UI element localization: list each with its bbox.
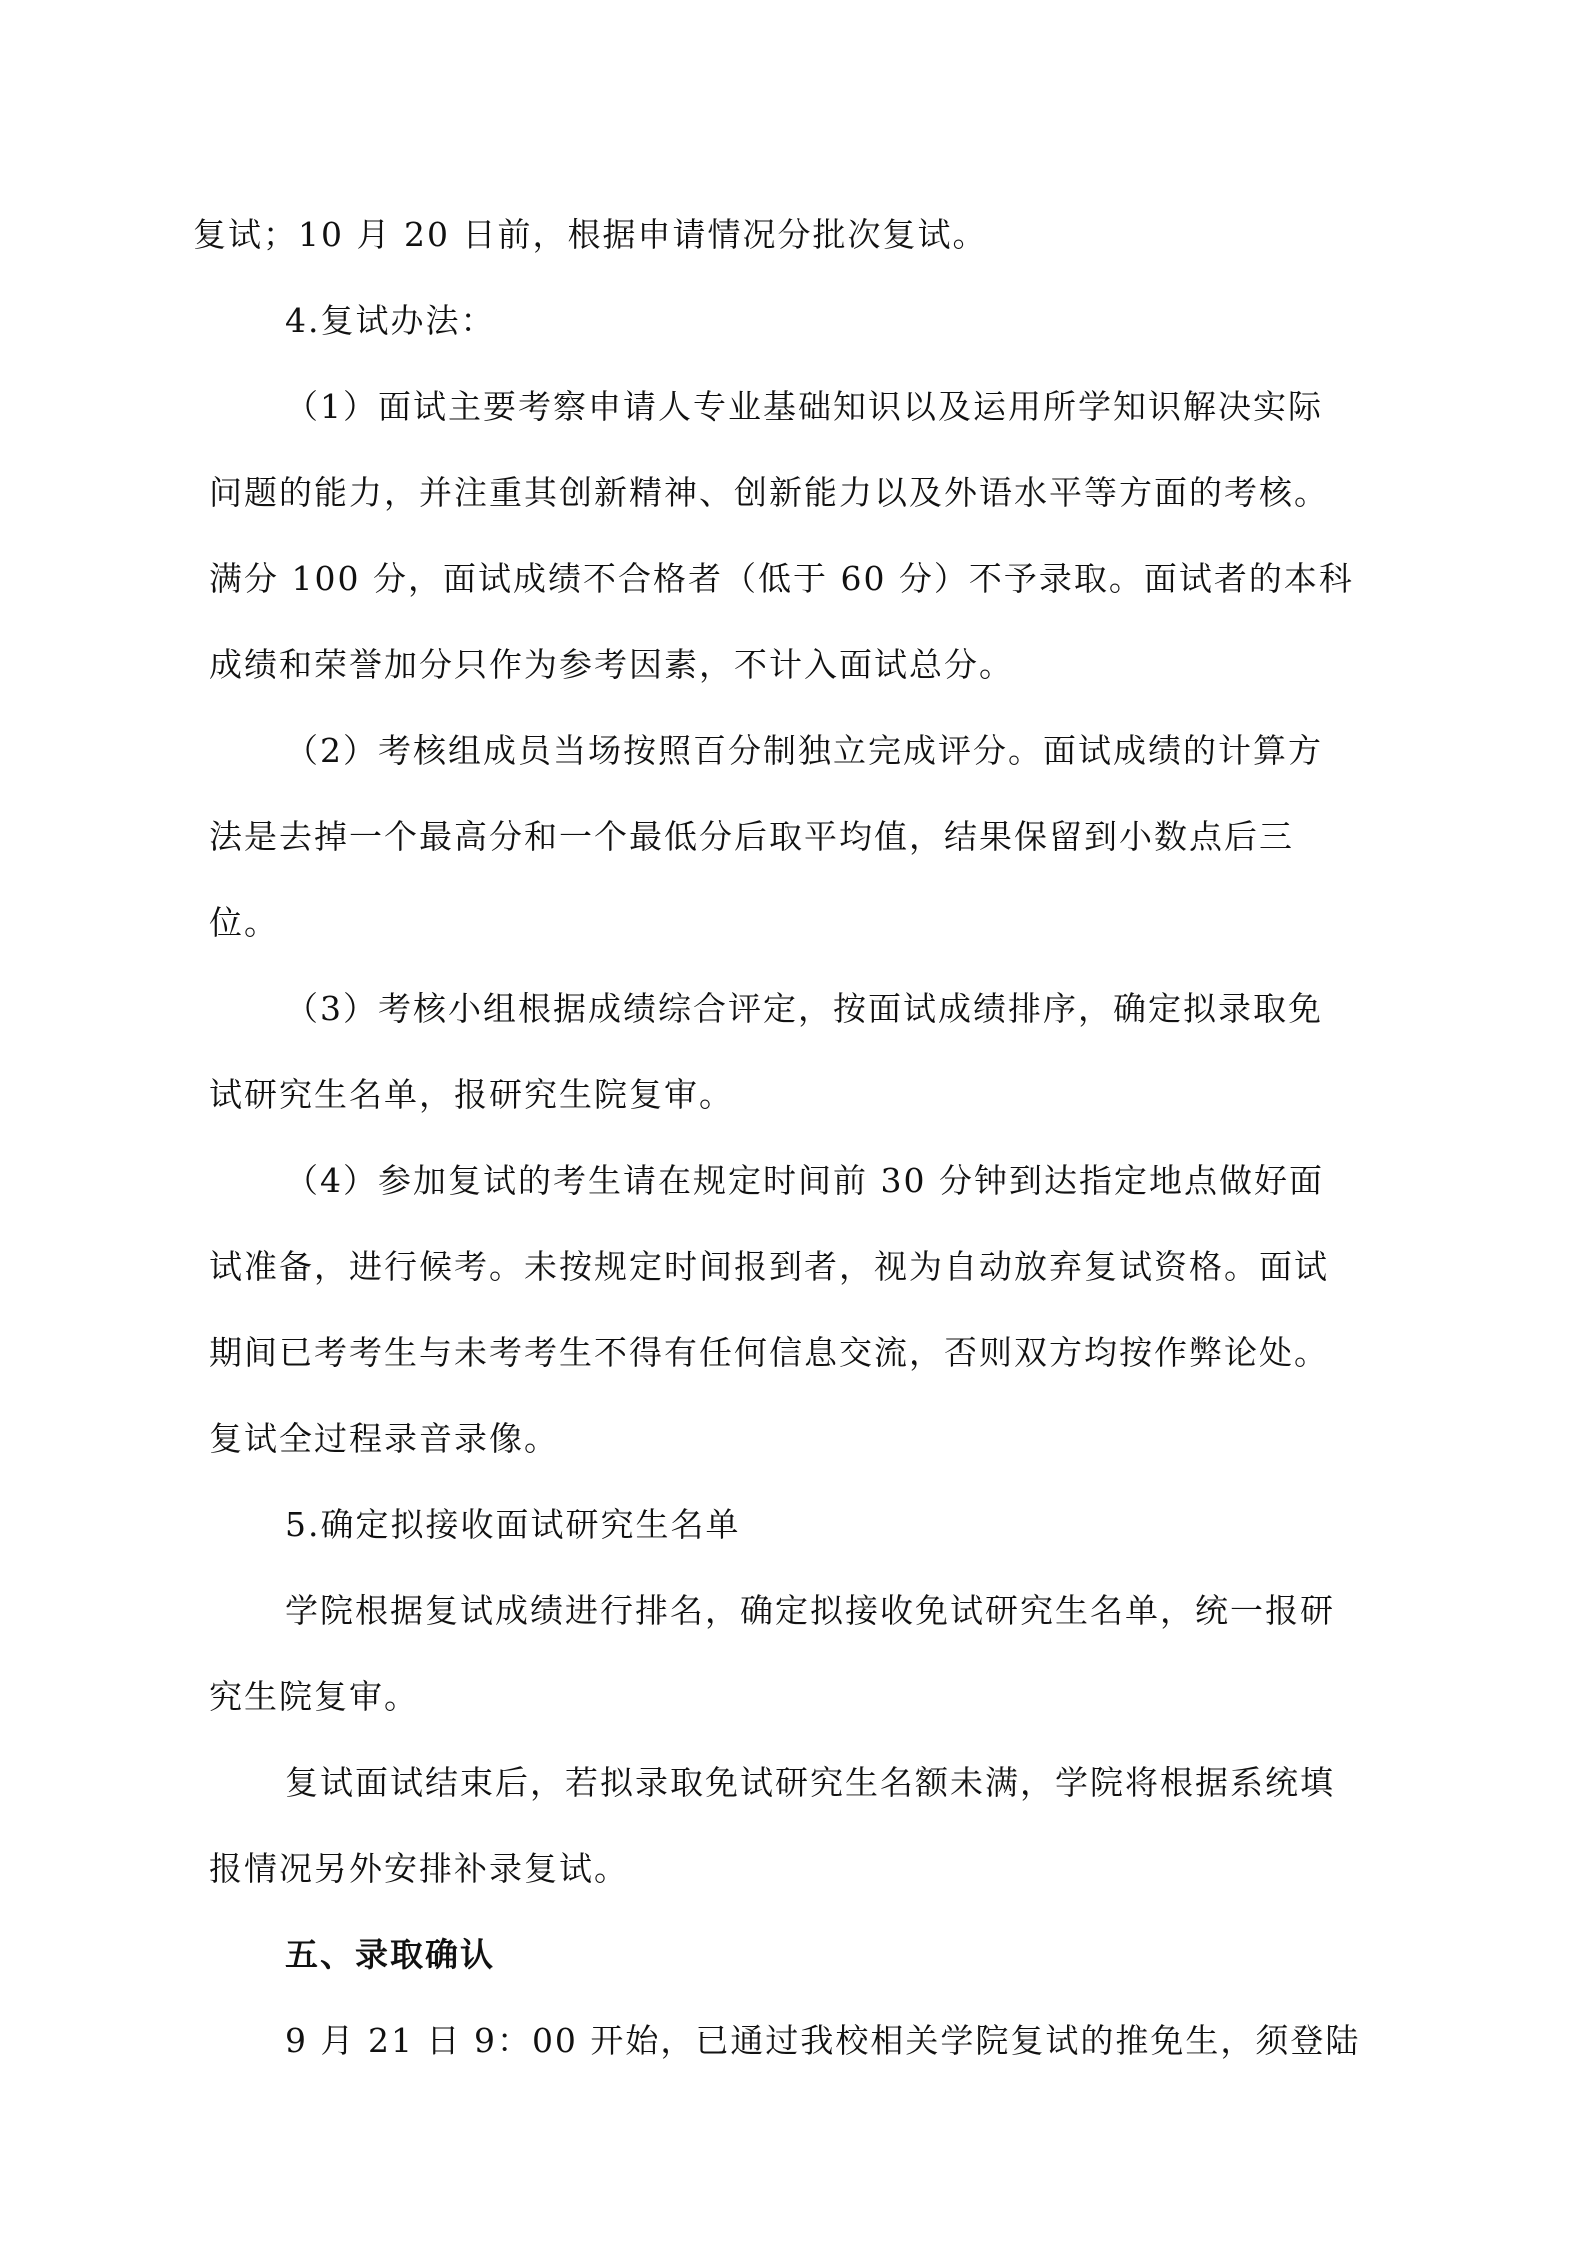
text-line-13: 试准备，进行候考。未按规定时间报到者，视为自动放弃复试资格。面试 [209, 1247, 1329, 1286]
text-line-17: 学院根据复试成绩进行排名，确定拟接收免试研究生名单，统一报研 [285, 1591, 1335, 1630]
text-line-19: 复试面试结束后，若拟录取免试研究生名额未满，学院将根据系统填 [285, 1763, 1335, 1802]
text-line-11: 试研究生名单，报研究生院复审。 [209, 1075, 734, 1114]
text-line-1: 复试；10 月 20 日前，根据申请情况分批次复试。 [193, 215, 988, 254]
text-line-8: 法是去掉一个最高分和一个最低分后取平均值，结果保留到小数点后三 [209, 817, 1294, 856]
text-line-18: 究生院复审。 [209, 1677, 419, 1716]
section-heading: 五、录取确认 [285, 1935, 495, 1974]
text-line-20: 报情况另外安排补录复试。 [209, 1849, 629, 1888]
text-line-9: 位。 [209, 903, 279, 942]
text-line-6: 成绩和荣誉加分只作为参考因素，不计入面试总分。 [209, 645, 1014, 684]
text-line-3: （1）面试主要考察申请人专业基础知识以及运用所学知识解决实际 [285, 387, 1323, 426]
text-line-14: 期间已考考生与未考考生不得有任何信息交流，否则双方均按作弊论处。 [209, 1333, 1329, 1372]
text-line-5: 满分 100 分，面试成绩不合格者（低于 60 分）不予录取。面试者的本科 [209, 559, 1354, 598]
text-line-4: 问题的能力，并注重其创新精神、创新能力以及外语水平等方面的考核。 [209, 473, 1329, 512]
text-line-7: （2）考核组成员当场按照百分制独立完成评分。面试成绩的计算方 [285, 731, 1323, 770]
text-line-22: 9 月 21 日 9：00 开始，已通过我校相关学院复试的推免生，须登陆 [285, 2021, 1361, 2060]
text-line-16: 5.确定拟接收面试研究生名单 [285, 1505, 741, 1544]
text-line-12: （4）参加复试的考生请在规定时间前 30 分钟到达指定地点做好面 [285, 1161, 1324, 1200]
text-line-2: 4.复试办法： [285, 301, 496, 340]
text-line-10: （3）考核小组根据成绩综合评定，按面试成绩排序，确定拟录取免 [285, 989, 1323, 1028]
text-line-15: 复试全过程录音录像。 [209, 1419, 559, 1458]
